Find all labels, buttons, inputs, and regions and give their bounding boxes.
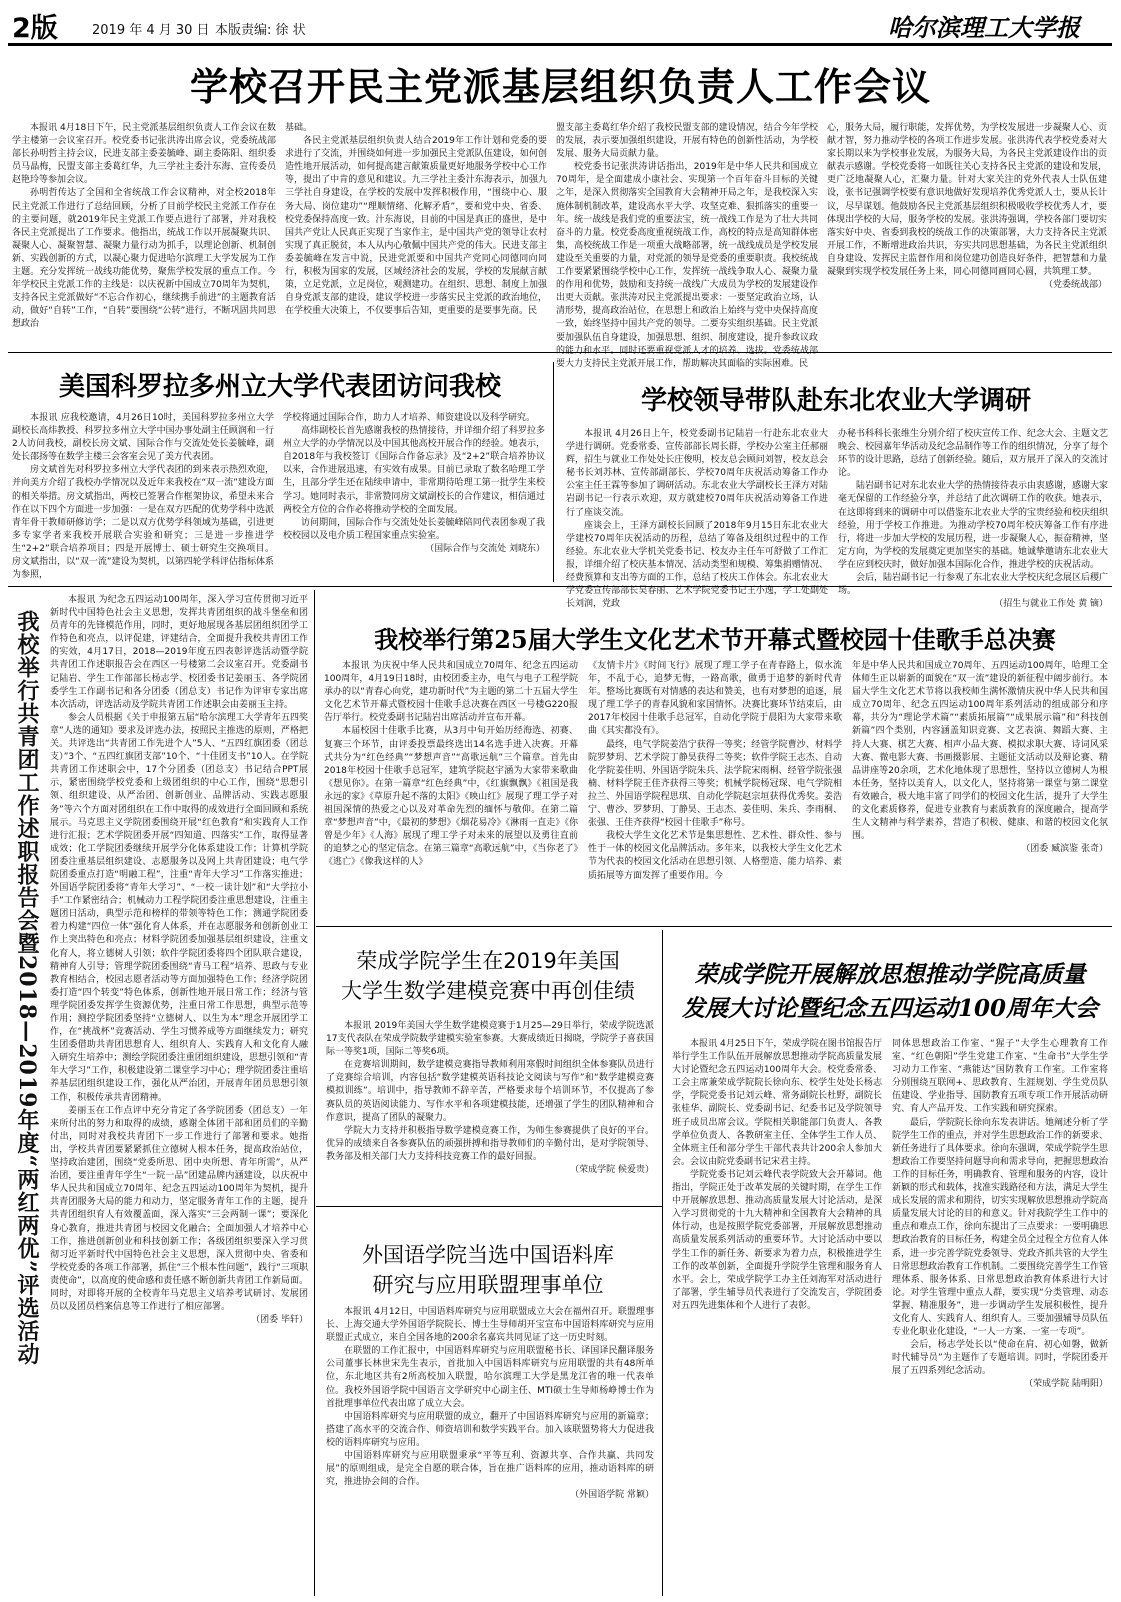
divider [8,352,1112,353]
paragraph: 各民主党派基层组织负责人结合2019年工作计划和党委的要求进行了交流，并围绕如何进一步加强民主党派队伍建设，如何创造性地开展活动，如何提高建言献策质量更好地服务学校中心工作等，提出了中肯的意见和建议。九三学社主委汁东海表示，加强九三学社自身建设，在学校的发展中发挥积极作用，“围绕中心、服务大局、岗位建功”“理顺情绪、化解矛盾”，要和党中央、省委、校党委保持高度一致。汁东海说，目前的中国是真正的盛世，是中国共产党让人民真正实现了当家作主，是中国共产党的领导让农村实现了真正脱贫，本人从内心敬佩中国共产党的伟大。民进支部主委姜毓峰在发言中说，民进党派要和中国共产党同心同德同向同行，积极为国家的发展，区域经济社会的发展，学校的发展献言献策，立足党派，立足岗位，观测建功。在组织、思想、制度上加强自身党派支部的建设，建议学校进一步落实民主党派的政治地位，在学校重大决策上，不仅要事后告知，更重要的是要事先商。民 [285,136,547,317]
divider [553,362,554,582]
headline-a4: 我校举行共青团工作述职报告会暨2018—2019年度“两红两优”评选活动 [14,610,40,1366]
a8-column-1 [672,1038,882,1594]
paragraph: 本报讯 为纪念五四运动100周年，深入学习宣传贯彻习近平新时代中国特色社会主义思想，发挥共青团组织的战斗堡垒和团员青年的先锋模范作用，同时，更好地展现各基层团组织团学工作特色和亮点，以评促建，评建结合，全面提升我校共青团工作的实效，4月17日，2018—2019年度五四表彰评选活动暨学院共青团工作述职报告会在西区一号楼第二会议室召开。党委副书记陆岩、学生工作部部长杨志学、校团委书记姜丽玉、各学院团委学生工作副书记和各分团委（团总支）书记作为评审专家出席本次活动，评选活动及学院共青团工作述职会由姜丽玉主持。 [50,595,308,710]
paragraph: 年是中华人民共和国成立70周年、五四运动100周年，哈理工全体师生正以崭新的面貌在“双一流”建设的新征程中阔步前行。本届大学生文化艺术节将以我校师生满怀激情庆祝中华人民共和国成立70周年、纪念五四运动100周年系列活动的组成部分和序幕，共分为“理论学术篇”“素质拓展篇”“成果展示篇”和“科技创新篇”四个类别，内容涵盖知识竞赛、文艺表演、舞蹈大赛、主持人大赛、棋艺大赛、相声小品大赛、模拟求职大赛、诗词风采大赛、微电影大赛、书画摄影展、主题征文活动以及辩论赛、精品讲座等20余项，艺术化地体现了思想性，坚持以立德树人为根本任务，坚持以美育人，以文化人，坚持将第一课堂与第二课堂有效融合，极大地丰富了同学们的校园文化生活，提升了大学生的文化素质修养，促进专业教育与素质教育的深度融合，提高学生人文精神与科学素养，营造了积极、健康、和谐的校园文化氛围。 [852,661,1108,842]
paragraph: 学院大力支持并积极指导数学建模竞赛工作，为师生参赛提供了良好的平台。优异的成绩来自各参赛队伍的顽强拼搏和指导教师们的辛勤付出，是对学院领导、教务部及相关部门大力支持科技竞赛工作的最好回报。 [326,1125,654,1162]
issue-date: 2019 年 4 月 30 日 [92,23,210,38]
a3-column-2 [838,428,1109,610]
headline-a6 [320,946,656,1006]
a1-column-2 [285,122,547,346]
byline: （国际合作与交流处 刘晓东） [425,543,545,554]
newspaper-name: 哈尔滨理工大学报 [888,13,1080,42]
paragraph: 会后，陆岩副书记一行参观了东北农业大学校庆纪念展区后稷广场。 [838,573,1109,597]
headline-a7 [320,1240,656,1300]
divider [316,1206,662,1207]
paragraph: 本报讯 为庆祝中华人民共和国成立70周年、纪念五四运动100周年，4月19日18时，由校团委主办，电气与电子工程学院承办的以“青春心向党，建功新时代”为主题的第二十五届大学生文化艺术节开幕式暨校园十佳歌手总决赛在西区一号楼G220报告厅举行。校党委副书记陆岩出席活动并宣布开幕。 [324,661,578,724]
byline: （团委 臧滨鉴 张奇） [1021,844,1108,855]
headline-a6-line-1: 荣成学院学生在2019年美国 [356,949,620,973]
headline-a1: 学校召开民主党派基层组织负责人工作会议 [189,64,931,109]
a4-column-1 [50,594,308,1594]
paragraph: 本报讯 4月18日下午，民主党派基层组织负责人工作会议在数学主楼第一会议室召开。校党委书记张洪涛出席会议，党委统战部部长孙明哲主持会议，民进支部主委姜毓峰、副主委陈阳、组织委员马晶梅，民盟支部主委葛红华，九三学社主委汁东海、宣传委员赵艳玲等参加会议。 [12,123,276,186]
paragraph: 学院党委书记刘云峰代表学院致大会开幕词。他指出，学院正处于改革发展的关键时期，在学生工作中开展解放思想、推动高质量发展大讨论活动，是深入学习贯彻党的十九大精神和全国教育大会精神的具体行动，也是按照学院党委部署，开展解放思想推动高质量发展系列活动的重要环节。大讨论活动中要以学生工作的新任务、新要求为着力点，积极推进学生工作的改革创新，全面提升学院学生管理和服务育人水平。会上，荣成学院学工办主任刘海军对活动进行了部署，学生辅导员代表进行了交流发言，学院团委对五四先进集体和个人进行了表彰。 [672,1169,882,1311]
byline: （党委统战部） [1043,280,1107,291]
a2-column-1 [12,412,274,580]
paragraph: 访问期间，国际合作与交流处处长姜毓峰陪同代表团参观了我校校园以及电介质工程国家重点实验室。 [283,517,545,541]
paragraph: 中国语料库研究与应用联盟的成立，翻开了中国语料库研究与应用的新篇章；搭建了高水平的交流合作、师资培训和数学实践平台。加入该联盟势将大力促进我校的语料库研究与应用。 [326,1411,654,1448]
headline-a5: 我校举行第25届大学生文化艺术节开幕式暨校园十佳歌手总决赛 [374,625,1056,654]
headline-a8 [668,958,1112,1026]
paragraph: 参会人员根据《关于申报第五届“哈尔滨理工大学青年五四奖章”人选的通知》要求及评选办法，按照民主推选的原则，严格把关。共评选出“共青团工作先进个人”5人、“五四红旗团委（团总支）”3个、“五四红旗团支部”10个、“十佳团支书”10人。在学院共青团工作述职会中，17个分团委（团总支）书记结合PPT展示，紧密围绕学校党委和上级团组织的中心工作，围绕“思想引领、组织建设、从严治团、创新创业、品牌活动、实践志愿服务”等六个方面对团组织在工作中取得的成效进行全面回顾和系统展示。马克思主义学院团委围绕开展“红色教育”和实践育人工作进行汇报；艺术学院团委开展“四知道、四落实”工作，取得显著成效；化工学院团委继续开展学分化体系建设工作；计算机学院团委注重基层组织建设、志愿服务以及网上共青团建设；电气学院团委重点打造“明融工程”，注重“青年大学习”工作落实推进；外国语学院团委将“青年大学习”、“一校一读计划”和“大学拉小手”工作紧密结合；机械动力工程学院团委注重思想建设，注重主题团日活动，典型示范和榜样的带领等特色工作；测通学院团委着力构建“四位一体”强化育人体系，并在志愿服务和创新创业工作上突出特色和亮点；材料学院团委加强基层组织建设，注重文化育人，将立德树人引领；软件学院团委将四个团队联合建设，精神育人引导；管理学院团委围绕“青马工程”培养、思政与专业教育相结合，校园志愿者活动等方面加强特色工作；经济学院团委打造“四个转变”特色体系，创新性地开展日常工作；经济与管理学院团委发挥学生资源优势，注重日常工作思想，典型示范等作用；测控学院团委坚持“立德树人、以生为本”理念开展团学工作，在“挑战杯”竞赛活动、学生习惯养成等方面继续发力；研究生团委借助共青团思想育人、组织育人、实践育人和文化育人融入研究生培养中；测绘学院团委注重团组织建设，思想引领和“青年大学习”工作，积极建设第二课堂学习中心；理学院团委注重培养基层团组织建设工作，强化从严治团，开展青年团员思想引领工作，积极传承共青团精神。 [50,712,308,1103]
a7-column-1 [326,1306,654,1596]
a8-column-2 [892,1038,1108,1594]
paragraph: 本报讯 4月25日下午，荣成学院在图书馆报告厅举行学生工作队伍开展解放思想推动学院高质量发展大讨论暨纪念五四运动100周年大会。校党委常委、工会主席兼荣成学院院长徐向东、校学生处处长杨志学，学院党委书记刘云峰、常务副院长杜野，副院长张桂华、副院长、党委副书记、纪委书记及学院领导班子成员出席会议。学院相关职能部门负责人、各教学单位负责人、各教研室主任、全体学生工作人员、全体班主任和部分学生干部代表共计200余人参加大会。会议由院党委副书记宋君主持。 [672,1039,882,1167]
paragraph: 陆岩副书记对东北农业大学的热情接待表示由衷感谢，感谢大家毫无保留的工作经验分享，并总结了此次调研工作的收获。她表示，在这即将到来的调研中可以借鉴东北农业大学的宝贵经验和校庆组织经验，用于学校工作推进。为推动学校70周年校庆筹备工作有序进行，将进一步加大学校的发展历程，进一步凝聚人心，振奋精神，坚定方向，为学校的发展奠定更加坚实的基础。她诚挚邀请东北农业大学在应到校庆时，做好加强本国际化合作，推进学校的庆祝活动。 [838,481,1109,570]
paragraph: 房文斌首先对科罗拉多州立大学代表团的到来表示热烈欢迎，并向美方介绍了我校办学情况以及近年来我校在“双一流”建设方面的相关举措。房文斌指出，两校已签署合作框架协议，希望未来合作在以下四个方面进一步加强：一是在双方匹配的优势学科中选派青年骨干教师研修访学；二是以双方优势学科领域为基础，引进更多专家学者来我校开展联合实验和研究；三是进一步推进学生“2+2”联合培养项目；四是开展博士、硕士研究生交换项目。房文斌指出，以“双一流”建设为契机，以第四轮学科评估指标体系为参照， [12,465,274,581]
byline: （荣成学院 候爱贵） [570,1165,654,1176]
page-number: 2版 [12,13,58,44]
paragraph: 本报讯 2019年美国大学生数学建模竞赛于1月25—29日举行，荣成学院选派17支代表队在荣成学院数学建模实验室参赛。大赛成绩近日揭晓，学院学子喜获国际一等奖1项，国际二等奖6项。 [326,1021,654,1058]
paragraph: 在联盟的工作汇报中，中国语料库研究与应用联盟秘书长、译国译民翻译服务公司董事长林世宋先生表示，首批加入中国语料库研究与应用联盟的共有48所单位，东北地区共有2所高校加入联盟，哈尔滨理工大学是黑龙江省的唯一代表单位。我校外国语学院中国语言文学研究中心副主任、MTI硕士生导师杨峥博士作为首批理事单位代表出席了成立大会。 [326,1346,654,1409]
byline: （荣成学院 陆明阳） [1024,1379,1108,1390]
a6-column-1 [326,1020,654,1198]
paragraph: 我校大学生文化艺术节是集思想性、艺术性、群众性、参与性于一体的校园文化品牌活动。多年来，以我校大学生文化艺术节为代表的校园文化活动在思想引领、人格塑造、能力培养、素质拓展等方面发挥了重要作用。今 [588,831,842,881]
a1-column-1 [12,122,276,346]
masthead-rule [8,43,1112,46]
divider [316,926,1112,927]
headline-a7-line-1: 外国语学院当选中国语料库 [362,1243,614,1267]
page-editor: 本版责编: 徐 状 [215,23,306,38]
paragraph: 学校将通过国际合作，助力人才培养、师资建设以及科学研究。 [283,413,536,423]
paragraph: 最后，学院院长徐向东发表讲话。她阐述分析了学院学生工作的重点，并对学生思想政治工作的新要求、新任务进行了具体要求。徐向东强调，荣成学院学生思想政治工作要坚持问题导向和需求导向，把握思想政治工作的目标任务，明确教育、管理和服务的内容，设计新颖的形式和载体，找准实践路径和方法，满足大学生成长发展的需求和期待，切实实现解放思想推动学院高质量发展大讨论的目的和意义。针对我院学生工作中的重点和难点工作，徐向东提出了三点要求：一要明确思想政治教育的目标任务，构建全员全过程全方位育人体系，进一步完善学院党委领导、党政齐抓共管的大学生日常思想政治教育工作机制。二要围绕完善学生工作管理体系、服务体系、日常思想政治教育体系进行大讨论。对学生管理中重点人群，要实现“分类管理、动态掌握、精准服务”，进一步调动学生发展积极性，提升文化育人、实践育人、组织育人。三要加强辅导员队伍专业化职业化建设，“一人一方案、一室一专项”。 [892,1117,1109,1338]
headline-a8-line-1: 荣成学院开展解放思想推动学院高质量 [694,961,1086,988]
paragraph: 座谈会上，王泽方副校长回顾了2018年9月15日东北农业大学建校70周年庆祝活动的历程，总结了筹备及组织过程中的工作经验。东北农业大学机关党委书记、校友办主任车可舒做了工作汇报，详细介绍了校庆基本情况、活动类型和规模、筹集捐赠情况、经费预算和支出等方面的工作，总结了校庆工作体会。东北农业大学党委宣传部部长吴春丽、艺术学院党委书记王小逸，学工处副处长刘润，党政 [566,520,828,610]
a5-column-2 [588,660,842,920]
a1-column-4 [827,122,1107,346]
headline-a3: 学校领导带队赴东北农业大学调研 [640,386,1031,416]
paragraph: 高炜副校长首先感谢我校的热情接待，并详细介绍了科罗拉多州立大学的办学情况以及中国其他高校开展合作的经验。她表示，自2018年与我校签订《国际合作备忘录》及“2+2”联合培养协议以来，合作进展迅速，有实效有成果。目前已录取了数名哈理工学生，且部分学生还在陆续申请中，非常期待哈理工第一批学生来校学习。她同时表示，非常赞同房文斌副校长的合作建议，相信通过两校全方位的合作必将推动学校的全面发展。 [283,426,545,515]
a3-column-1 [566,428,828,610]
paragraph: 同体思想政治工作室、“猩子”大学生心理教育工作室、“红色朝阳”学生党建工作室、“生命书”大学生学习动力工作室、“燕能达”国防教育工作室。工作室将分别围绕互联网+、思政教育、生涯规划、学生党员队伍建设、学业指导、国防教育五项专项工作开展活动研究、育人产品开发、工作实践和研究探索。 [892,1039,1109,1115]
paragraph: 孙明哲传达了全国和全省统战工作会议精神，对全校2018年民主党派工作进行了总结回顾，分析了目前学校民主党派工作存在的主要问题，就2019年民主党派工作要点进行了部署，并对我校各民主党派提出了工作要求。他指出，统战工作以开展凝聚共识、凝聚人心、凝聚智慧、凝聚力量行动为抓手，以理论创新、机制创新、实践创新的方式，以凝心聚力促进哈尔滨理工大学发展为工作主题。充分发挥统一战线功能优势，聚焦学校发展的重点工作。今年学校民主党派工作的主线是：以庆祝新中国成立70周年为契机，支持各民主党派做好“不忘合作初心，继续携手前进”的主题教育活动，做好“自转”工作，“自转”要围绕“公转”进行，不断巩固共同思想政治 [12,188,276,330]
paragraph: 基础。 [285,123,313,133]
masthead [0,0,1121,44]
paragraph: 本报讯 应我校邀请，4月26日10时，美国科罗拉多州立大学副校长高炜教授、科罗拉多州立大学中国办事处副主任顾润和一行2人访问我校，副校长房文斌、国际合作与交流处处长姜毓峰，副处长邵扬等在数学主楼三会客室会见了美方代表团。 [12,413,274,463]
paragraph: 中国语料库研究与应用联盟秉承“平等互利、资源共享、合作共赢、共同发展”的原则组成，是完全自愿的联合体，旨在推广语料库的应用，推动语料库的研究，推进协会间的合作。 [326,1451,654,1488]
paragraph: 盟支部主委葛红华介绍了我校民盟支部的建设情况，结合今年学校的发展，表示要加强组织建设，开展有特色的创新性活动，为学校发展、服务大局贡献力量。 [556,123,818,160]
paragraph: 本报讯 4月12日，中国语料库研究与应用联盟成立大会在福州召开。联盟理事长、上海交通大学外国语学院院长、博士生导师胡开宝宣布中国语料库研究与应用联盟正式成立，来自全国各地的200余名嘉宾共同见证了这一历史时刻。 [326,1307,654,1344]
headline-a8-line-2: 发展大讨论暨纪念五四运动100周年大会 [681,995,1098,1022]
paragraph: 本报讯 4月26日上午，校党委副书记陆岩一行赴东北农业大学进行调研。党委常委、宣传部部长周长群，学校办公室主任郝丽辉，招生与就业工作处处长庄俊明，校友总会顾问刘智，校友总会秘书长刘苏林、宣传部副部长、学校70周年庆祝活动筹备工作办公室主任王霖等参加了调研活动。东北农业大学副校长王泽方对陆岩副书记一行表示欢迎，双方就建校70周年庆祝活动筹备工作进行了座谈交流。 [566,429,828,518]
paragraph: 本届校园十佳歌手比赛，从3月中旬开始历经海选、初赛、复赛三个环节，由评委投票最终选出14名选手进入决赛。开幕式共分为“红色经典”“梦想声音”“高歌远航”三个篇章。首先由2018年校园十佳歌手总冠军，建筑学院赵宇涵为大家带来歌曲《想见你》。在第一篇章“红色经典”中，《红旗飘飘》《祖国是我永远的家》《草原升起不落的太阳》《映山红》展现了理工学子对祖国深情的热爱之心以及对革命先烈的缅怀与敬仰。在第二篇章“梦想声音”中，《最初的梦想》《烟花易冷》《淋雨一直走》《你曾是少年》《人海》展现了理工学子对未来的展望以及勇往直前的追梦之心的坚定信念。在第三篇章“高歌远航”中，《当你老了》《逃亡》《像我这样的人》 [324,726,578,868]
divider [662,930,663,1596]
paragraph: 办秘书科科长张维生分别介绍了校庆宣传工作、纪念大会、主题文艺晚会、校园嘉年华活动及纪念品制作等工作的组织情况，分享了每个环节的设计思路，总结了创新经验。随后，双方展开了深入的交流讨论。 [838,429,1109,479]
divider [8,586,1112,587]
byline: （招生与就业工作处 黄 镝） [994,599,1108,610]
a1-column-3 [556,122,818,369]
paragraph: 校党委书记张洪涛讲话指出，2019年是中华人民共和国成立70周年，是全面建成小康社会、实现第一个百年奋斗目标的关键之年，是深入贯彻落实全国教育大会精神开局之年，是我校深入实施体制机制改革，建设高水平大学、攻坚克难、狠抓落实的重要一年。统一战线是我们党的重要法宝，统一战线工作是为了壮大共同奋斗的力量。校党委高度重视统战工作，高校的特点是高知群体密集，高校统战工作是一项重大战略部署，统一战线成员是学校发展建设至关重要的力量，对党派的领导是党委的重要职责。我校统战工作要紧紧围绕学校中心工作，发挥统一战线争取人心、凝聚力量的作用和优势，鼓励和支持统一战线广大成员为学校的发展建设作出更大贡献。张洪涛对民主党派提出要求：一要坚定政治立场，认清形势，提高政治站位，在思想上和政治上始终与党中央保持高度一致，始终坚持中国共产党的领导。二要夯实组织基础。民主党派要加强队伍自身建设，加强思想、组织、制度建设，提升参政议政的能力和水平。同时还要重视党派人才的培养、选拔。党委统战部要大力支持民主党派开展工作，帮助解决其面临的实际困难。民 [556,162,818,369]
paragraph: 《友情卡片》《时间飞行》展现了理工学子在青春路上，似水流年，不乱于心，追梦无悔，一路高歌，做勇于追梦的新时代青年。整场比赛既有对情感的表达和赞美，也有对梦想的追逐，展现了理工学子的青春风貌和家国情怀。决赛比赛环节结束后，由2017年校园十佳歌手总冠军，自动化学院于晨阳为大家带来歌曲《其实都没有》。 [588,661,842,737]
paragraph: 最终，电气学院姜浩宁获得一等奖；经管学院曹沙、材料学院罗梦玥、艺术学院丁静昊获得二等奖；软件学院王志杰、自动化学院姜佳明、外国语学院朱兵、法学院宋雨桐、经管学院张强楠、材料学院王佳齐获得三等奖；机械学院杨冠琛、电气学院相拉兰、外国语学院程思琪、自动化学院赵宗垣获得优秀奖。姜浩宁、曹沙、罗梦玥、丁静昊、王志杰、姜佳明、朱兵、李雨桐、张强、王佳齐获得“校园十佳歌手”称号。 [588,739,842,829]
paragraph: 心，服务大局，履行职能，发挥优势，为学校发展进一步凝聚人心、贡献才智，努力推动学校的各项工作进步发展。张洪涛代表学校党委对大家长期以来为学校事业发展，为服务大局，为各民主党派建设作出的贡献表示感谢。学校党委将一如既往关心支持各民主党派的建设和发展，更广泛地凝聚人心，汇聚力量。针对大家关注的党外代表人士队伍建设，张书记强调学校要有意识地做好发现培养优秀党派人士，要从长计议，尽早谋划。他鼓励各民主党派基层组织积极吸收学校优秀人才，要体现出学校的大局，服务学校的发展。张洪涛强调，学校各部门要切实落实好中央、省委到我校的统战工作的决策部署，大力支持各民主党派开展工作，不断增进政治共识，夯实共同思想基础，为各民主党派组织自身建设、发挥民主监督作用和岗位建功创造良好条件，把智慧和力量凝聚到实现学校发展任务上来，同心同德同画同心圆，共筑理工梦。 [827,123,1107,278]
a5-column-1 [324,660,578,920]
paragraph: 会后，杨志学处长以“使命在肩、初心如磐，做新时代辅导员”为主题作了专题培训。同时，学院团委开展了五四系列纪念活动。 [892,1340,1108,1377]
a2-column-2 [283,412,545,580]
paragraph: 在竞赛培训期间，数学建模竞赛指导教师利用寒假时间组织全体参赛队员进行了竞赛综合培训，内容包括“数学建模英语科技论文阅读与写作”和“数学建模竞赛模拟训练”。培训中，指导教师不辞辛苦，严格要求每个培训环节，不仅提高了参赛队员的英语阅读能力、写作水平和各项建模技能，还增强了学生的团队精神和合作意识，提高了团队的凝聚力。 [326,1060,654,1123]
paragraph: 姜丽玉在工作点评中充分肯定了各学院团委（团总支）一年来所付出的努力和取得的成绩，感谢全体团干部和团员们的辛勤付出，同时对我校共青团下一步工作进行了部署和要求。她指出，学校共青团要紧紧抓住立德树人根本任务，提高政治站位，坚持政治建团，围绕“党委所思、团中央所想、青年所需”，从严治团，要注重青年学生“一院一品”团建品牌内涵建设，以庆祝中华人民共和国成立70周年、纪念五四运动100周年为契机，提升共青团服务大局的能力和动力，坚定服务青年工作的主题，提升共青团组织育人有效覆盖面，深入落实“三会两制一课”；要深化身心教育，推进共青团与校园文化融合；全面加强人才培养中心工作，推进创新创业和科技创新工作；各级团组织要深入学习贯彻习近平新时代中国特色社会主义思想，深入贯彻中央、省委和学校党委的各项工作部署，抓住“三个根本性问题”，践行“三项职责使命”，以高度的使命感和责任感不断创新共青团工作新局面。同时，对即将开展的全校青年马克思主义培养考试研讨、发展团员以及团员档案信息等工作进行了相应部署。 [50,1105,308,1313]
byline: （团委 毕轩） [251,1315,308,1326]
headline-a6-line-2: 大学生数学建模竞赛中再创佳绩 [341,979,635,1003]
divider [314,590,315,1596]
headline-a7-line-2: 研究与应用联盟理事单位 [372,1273,604,1297]
byline: （外国语学院 常颖） [570,1490,654,1501]
a5-column-3 [852,660,1108,920]
headline-a2: 美国科罗拉多州立大学代表团访问我校 [58,372,501,402]
